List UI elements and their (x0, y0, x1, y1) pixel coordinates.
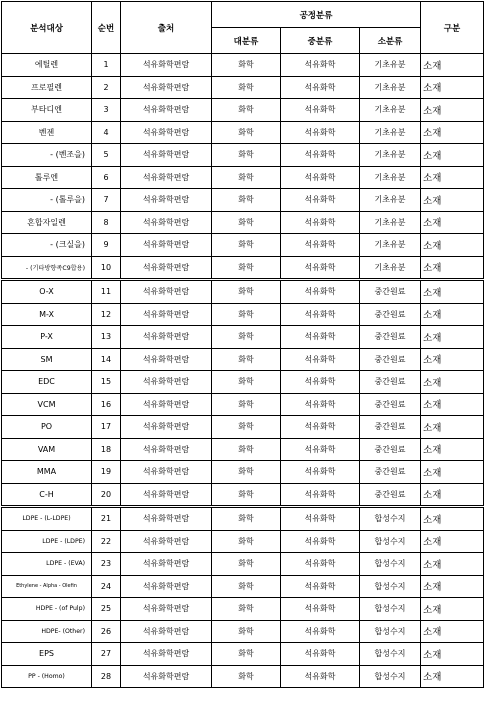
cell-large-class: 화학 (212, 530, 281, 553)
cell-small-class: 기초유분 (360, 54, 421, 77)
cell-medium-class: 석유화학 (281, 76, 360, 99)
cell-no: 4 (92, 121, 121, 144)
table-row (2, 438, 484, 461)
cell-medium-class: 석유화학 (281, 348, 360, 371)
cell-no: 5 (92, 144, 121, 167)
cell-no: 12 (92, 303, 121, 326)
table-row (2, 665, 484, 688)
table-row (2, 54, 484, 77)
cell-source: 석유화학편람 (121, 416, 212, 439)
cell-no: 13 (92, 326, 121, 349)
table-row (2, 234, 484, 257)
table-row (2, 643, 484, 666)
cell-no: 23 (92, 553, 121, 576)
cell-medium-class: 석유화학 (281, 99, 360, 122)
cell-medium-class: 석유화학 (281, 598, 360, 621)
cell-target-name: HDPE - (of Pulp) (2, 598, 92, 621)
cell-source: 석유화학편람 (121, 598, 212, 621)
cell-small-class: 중간원료 (360, 416, 421, 439)
cell-no: 28 (92, 665, 121, 688)
cell-source: 석유화학편람 (121, 483, 212, 507)
cell-large-class: 화학 (212, 416, 281, 439)
table-row (2, 530, 484, 553)
cell-small-class: 기초유분 (360, 121, 421, 144)
cell-medium-class: 석유화학 (281, 280, 360, 304)
cell-small-class: 중간원료 (360, 438, 421, 461)
header-no: 순번 (92, 2, 121, 54)
cell-source: 석유화학편람 (121, 99, 212, 122)
cell-category: 소재 (421, 598, 484, 621)
header-large: 대분류 (212, 28, 281, 54)
cell-small-class: 합성수지 (360, 530, 421, 553)
cell-large-class: 화학 (212, 166, 281, 189)
cell-medium-class: 석유화학 (281, 326, 360, 349)
cell-category: 소재 (421, 348, 484, 371)
cell-source: 석유화학편람 (121, 54, 212, 77)
table-row (2, 598, 484, 621)
cell-source: 석유화학편람 (121, 211, 212, 234)
cell-large-class: 화학 (212, 234, 281, 257)
cell-no: 18 (92, 438, 121, 461)
cell-category: 소재 (421, 211, 484, 234)
cell-target-name: 에틸렌 (2, 54, 92, 77)
cell-source: 석유화학편람 (121, 121, 212, 144)
cell-source: 석유화학편람 (121, 189, 212, 212)
cell-medium-class: 석유화학 (281, 461, 360, 484)
cell-large-class: 화학 (212, 620, 281, 643)
cell-category: 소재 (421, 234, 484, 257)
cell-medium-class: 석유화학 (281, 416, 360, 439)
cell-target-name: Ethylene - Alpha - Olefin (2, 575, 92, 598)
cell-source: 석유화학편람 (121, 393, 212, 416)
cell-no: 17 (92, 416, 121, 439)
cell-medium-class: 석유화학 (281, 620, 360, 643)
cell-no: 7 (92, 189, 121, 212)
cell-no: 19 (92, 461, 121, 484)
cell-target-name: PO (2, 416, 92, 439)
cell-target-name: P-X (2, 326, 92, 349)
cell-large-class: 화학 (212, 575, 281, 598)
cell-category: 소재 (421, 326, 484, 349)
cell-no: 11 (92, 280, 121, 304)
cell-category: 소재 (421, 461, 484, 484)
cell-large-class: 화학 (212, 211, 281, 234)
header-source: 출처 (121, 2, 212, 54)
cell-category: 소재 (421, 507, 484, 531)
cell-target-name: VAM (2, 438, 92, 461)
cell-source: 석유화학편람 (121, 620, 212, 643)
cell-target-name: EPS (2, 643, 92, 666)
cell-target-name: MMA (2, 461, 92, 484)
header-small: 소분류 (360, 28, 421, 54)
cell-no: 9 (92, 234, 121, 257)
header-medium: 중분류 (281, 28, 360, 54)
cell-small-class: 중간원료 (360, 371, 421, 394)
cell-source: 석유화학편람 (121, 256, 212, 280)
cell-medium-class: 석유화학 (281, 234, 360, 257)
cell-no: 20 (92, 483, 121, 507)
table-row (2, 348, 484, 371)
cell-large-class: 화학 (212, 507, 281, 531)
cell-category: 소재 (421, 553, 484, 576)
cell-target-name: HDPE- (Other) (2, 620, 92, 643)
cell-small-class: 기초유분 (360, 144, 421, 167)
material-classification-table (1, 1, 484, 688)
table-row (2, 620, 484, 643)
table-row (2, 393, 484, 416)
cell-target-name: M-X (2, 303, 92, 326)
cell-large-class: 화학 (212, 76, 281, 99)
cell-small-class: 합성수지 (360, 575, 421, 598)
cell-target-name: 혼합자일렌 (2, 211, 92, 234)
cell-no: 27 (92, 643, 121, 666)
cell-target-name: EDC (2, 371, 92, 394)
cell-small-class: 중간원료 (360, 303, 421, 326)
cell-no: 26 (92, 620, 121, 643)
cell-large-class: 화학 (212, 99, 281, 122)
table-row (2, 416, 484, 439)
table-row (2, 211, 484, 234)
table-row (2, 280, 484, 304)
cell-large-class: 화학 (212, 144, 281, 167)
cell-large-class: 화학 (212, 54, 281, 77)
table-row (2, 553, 484, 576)
cell-source: 석유화학편람 (121, 371, 212, 394)
table-row (2, 371, 484, 394)
cell-small-class: 기초유분 (360, 189, 421, 212)
cell-target-name: O-X (2, 280, 92, 304)
cell-medium-class: 석유화학 (281, 438, 360, 461)
cell-source: 석유화학편람 (121, 326, 212, 349)
cell-target-name: LDPE - (EVA) (2, 553, 92, 576)
cell-no: 22 (92, 530, 121, 553)
cell-large-class: 화학 (212, 371, 281, 394)
cell-target-name: 부타디엔 (2, 99, 92, 122)
cell-source: 석유화학편람 (121, 144, 212, 167)
table-row (2, 144, 484, 167)
cell-no: 14 (92, 348, 121, 371)
cell-medium-class: 석유화학 (281, 303, 360, 326)
cell-source: 석유화학편람 (121, 280, 212, 304)
cell-category: 소재 (421, 303, 484, 326)
cell-medium-class: 석유화학 (281, 121, 360, 144)
cell-small-class: 합성수지 (360, 620, 421, 643)
cell-large-class: 화학 (212, 303, 281, 326)
cell-category: 소재 (421, 483, 484, 507)
cell-no: 3 (92, 99, 121, 122)
table-row (2, 99, 484, 122)
cell-category: 소재 (421, 54, 484, 77)
cell-small-class: 중간원료 (360, 393, 421, 416)
cell-medium-class: 석유화학 (281, 371, 360, 394)
cell-source: 석유화학편람 (121, 665, 212, 688)
cell-medium-class: 석유화학 (281, 483, 360, 507)
cell-small-class: 중간원료 (360, 326, 421, 349)
cell-small-class: 기초유분 (360, 76, 421, 99)
cell-large-class: 화학 (212, 643, 281, 666)
cell-medium-class: 석유화학 (281, 665, 360, 688)
cell-target-name: PP - (Homo) (2, 665, 92, 688)
cell-small-class: 중간원료 (360, 483, 421, 507)
cell-target-name: C-H (2, 483, 92, 507)
table-row (2, 507, 484, 531)
cell-small-class: 기초유분 (360, 256, 421, 280)
cell-no: 2 (92, 76, 121, 99)
cell-category: 소재 (421, 438, 484, 461)
cell-small-class: 기초유분 (360, 99, 421, 122)
cell-target-name: 벤젠 (2, 121, 92, 144)
cell-large-class: 화학 (212, 665, 281, 688)
cell-target-name: SM (2, 348, 92, 371)
table-row (2, 166, 484, 189)
cell-no: 10 (92, 256, 121, 280)
cell-medium-class: 석유화학 (281, 144, 360, 167)
cell-category: 소재 (421, 371, 484, 394)
cell-source: 석유화학편람 (121, 234, 212, 257)
cell-no: 16 (92, 393, 121, 416)
header-process: 공정분류 (212, 2, 421, 28)
cell-no: 15 (92, 371, 121, 394)
cell-small-class: 합성수지 (360, 553, 421, 576)
cell-small-class: 합성수지 (360, 598, 421, 621)
cell-category: 소재 (421, 99, 484, 122)
cell-source: 석유화학편람 (121, 461, 212, 484)
cell-medium-class: 석유화학 (281, 530, 360, 553)
cell-source: 석유화학편람 (121, 643, 212, 666)
cell-small-class: 합성수지 (360, 643, 421, 666)
cell-medium-class: 석유화학 (281, 507, 360, 531)
cell-large-class: 화학 (212, 483, 281, 507)
cell-target-name: - (크실을) (2, 234, 92, 257)
cell-large-class: 화학 (212, 553, 281, 576)
cell-source: 석유화학편람 (121, 76, 212, 99)
cell-category: 소재 (421, 166, 484, 189)
cell-no: 24 (92, 575, 121, 598)
cell-small-class: 중간원료 (360, 348, 421, 371)
cell-category: 소재 (421, 665, 484, 688)
cell-source: 석유화학편람 (121, 553, 212, 576)
cell-medium-class: 석유화학 (281, 643, 360, 666)
table-row (2, 575, 484, 598)
cell-target-name: - (벤조을) (2, 144, 92, 167)
table-row (2, 121, 484, 144)
cell-large-class: 화학 (212, 393, 281, 416)
cell-medium-class: 석유화학 (281, 256, 360, 280)
cell-large-class: 화학 (212, 326, 281, 349)
table-row (2, 256, 484, 280)
cell-small-class: 합성수지 (360, 507, 421, 531)
cell-category: 소재 (421, 620, 484, 643)
table-row (2, 461, 484, 484)
cell-small-class: 중간원료 (360, 461, 421, 484)
cell-target-name: - (기타방향족C9합용) (2, 256, 92, 280)
cell-source: 석유화학편람 (121, 166, 212, 189)
cell-medium-class: 석유화학 (281, 211, 360, 234)
cell-target-name: VCM (2, 393, 92, 416)
header-category: 구분 (421, 2, 484, 54)
table-body (2, 54, 484, 688)
cell-medium-class: 석유화학 (281, 575, 360, 598)
cell-category: 소재 (421, 643, 484, 666)
cell-small-class: 합성수지 (360, 665, 421, 688)
cell-category: 소재 (421, 76, 484, 99)
cell-category: 소재 (421, 121, 484, 144)
cell-category: 소재 (421, 416, 484, 439)
cell-source: 석유화학편람 (121, 348, 212, 371)
cell-category: 소재 (421, 144, 484, 167)
cell-small-class: 기초유분 (360, 166, 421, 189)
cell-small-class: 기초유분 (360, 211, 421, 234)
cell-large-class: 화학 (212, 348, 281, 371)
cell-small-class: 기초유분 (360, 234, 421, 257)
cell-source: 석유화학편람 (121, 438, 212, 461)
cell-target-name: - (톨루을) (2, 189, 92, 212)
cell-source: 석유화학편람 (121, 507, 212, 531)
cell-medium-class: 석유화학 (281, 54, 360, 77)
cell-large-class: 화학 (212, 598, 281, 621)
cell-large-class: 화학 (212, 189, 281, 212)
cell-target-name: LDPE - (L-LDPE) (2, 507, 92, 531)
cell-no: 21 (92, 507, 121, 531)
cell-source: 석유화학편람 (121, 575, 212, 598)
cell-large-class: 화학 (212, 280, 281, 304)
cell-no: 25 (92, 598, 121, 621)
table-row (2, 326, 484, 349)
cell-category: 소재 (421, 280, 484, 304)
cell-large-class: 화학 (212, 256, 281, 280)
cell-medium-class: 석유화학 (281, 166, 360, 189)
cell-medium-class: 석유화학 (281, 393, 360, 416)
cell-small-class: 중간원료 (360, 280, 421, 304)
cell-medium-class: 석유화학 (281, 553, 360, 576)
table-row (2, 189, 484, 212)
cell-category: 소재 (421, 575, 484, 598)
cell-category: 소재 (421, 393, 484, 416)
table-row (2, 76, 484, 99)
cell-category: 소재 (421, 189, 484, 212)
cell-source: 석유화학편람 (121, 303, 212, 326)
cell-large-class: 화학 (212, 121, 281, 144)
cell-target-name: 프로필렌 (2, 76, 92, 99)
cell-no: 1 (92, 54, 121, 77)
cell-target-name: LDPE - (LDPE) (2, 530, 92, 553)
cell-source: 석유화학편람 (121, 530, 212, 553)
cell-category: 소재 (421, 530, 484, 553)
table-row (2, 483, 484, 507)
cell-no: 6 (92, 166, 121, 189)
cell-large-class: 화학 (212, 461, 281, 484)
table-row (2, 303, 484, 326)
cell-large-class: 화학 (212, 438, 281, 461)
cell-no: 8 (92, 211, 121, 234)
cell-medium-class: 석유화학 (281, 189, 360, 212)
header-target: 분석대상 (2, 2, 92, 54)
cell-category: 소재 (421, 256, 484, 280)
cell-target-name: 톨루엔 (2, 166, 92, 189)
